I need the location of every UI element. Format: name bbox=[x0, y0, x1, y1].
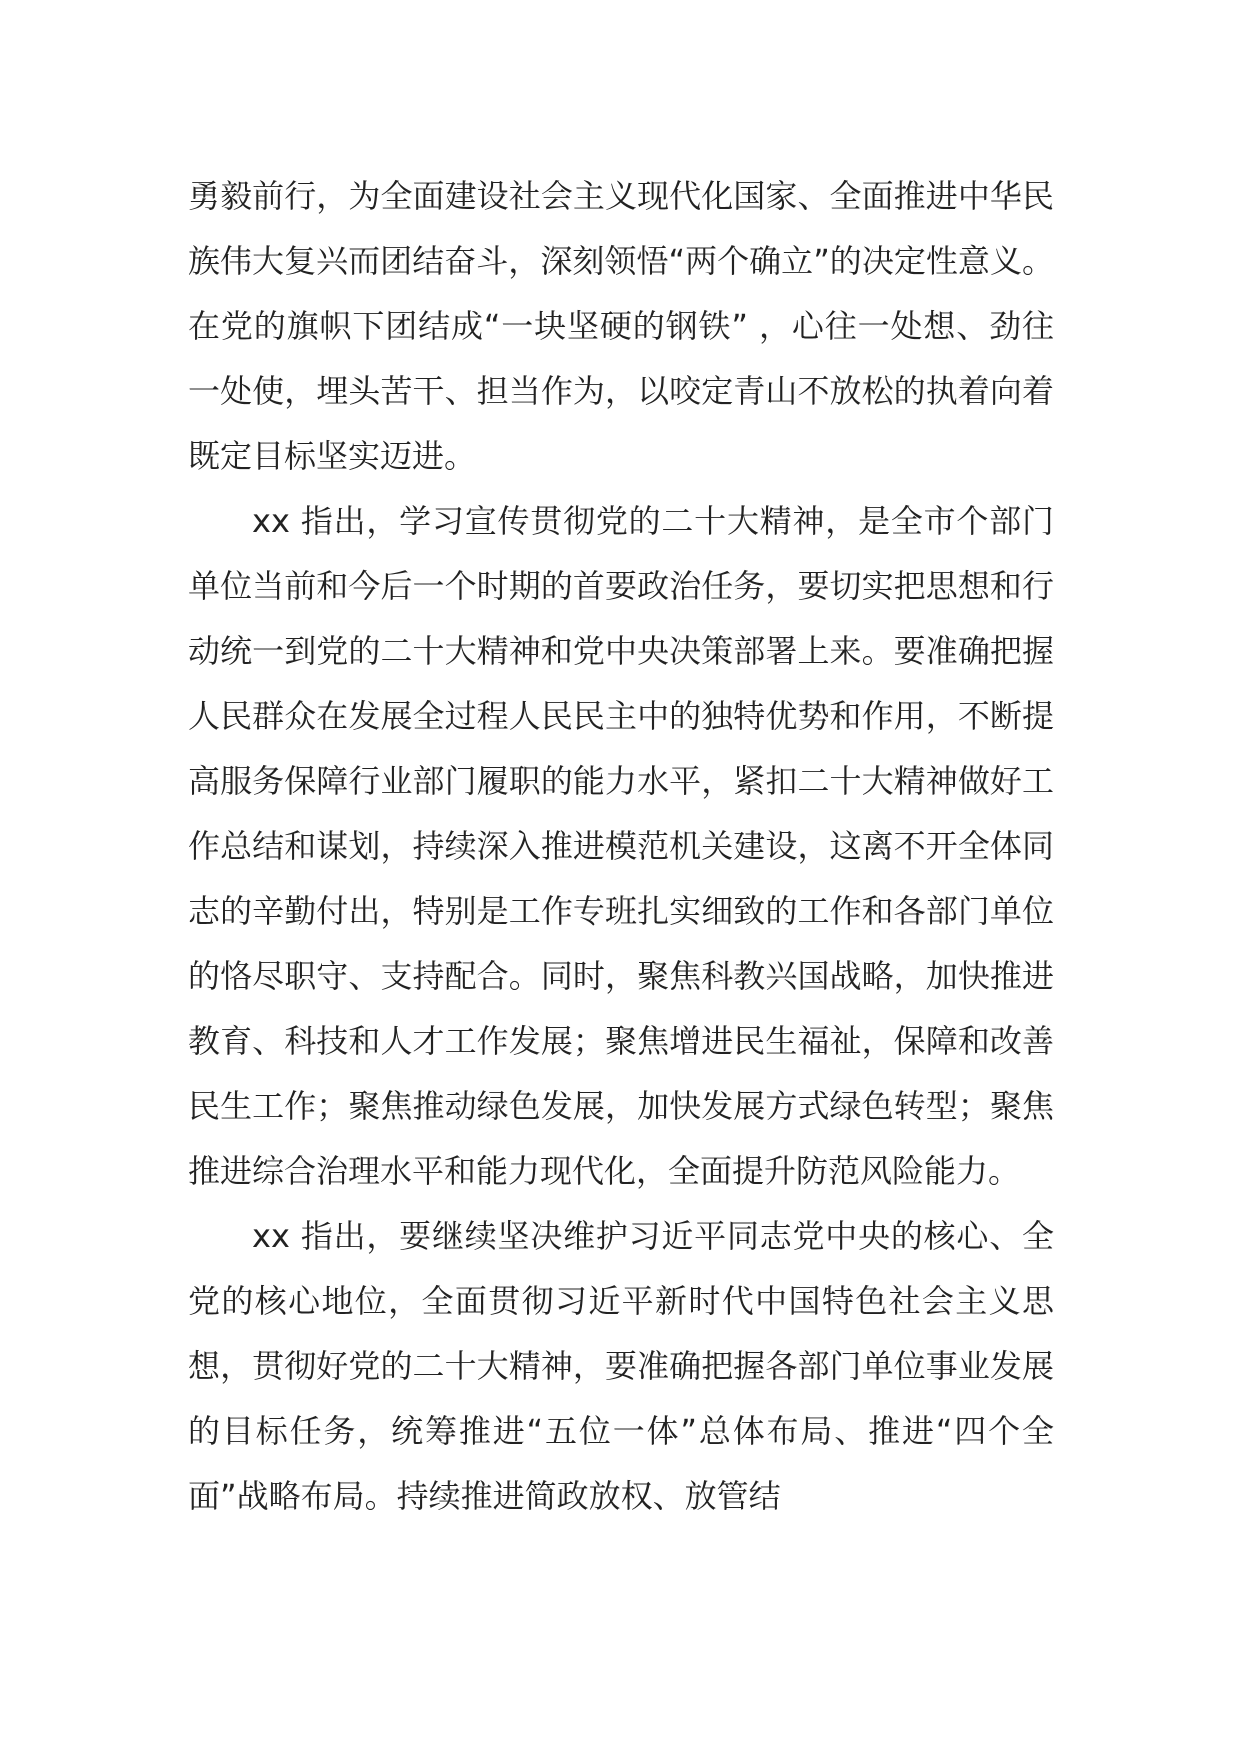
document-body bbox=[188, 164, 1054, 1529]
paragraph-uphold-core: xx 指出，要继续坚决维护习近平同志党中央的核心、全党的核心地位，全面贯彻习近平新时代中国特色社会主义思想，贯彻好党的二十大精神，要准确把握各部门单位事业发展的目标任务，统筹推进“五位一体”总体布局、推进“四个全面”战略布局。持续推进简政放权、放管结 bbox=[188, 1217, 1054, 1515]
paragraph-continuation: 勇毅前行，为全面建设社会主义现代化国家、全面推进中华民族伟大复兴而团结奋斗，深刻领悟“两个确立”的决定性意义。在党的旗帜下团结成“一块坚硬的钢铁” ，心往一处想、劲往一处使，埋头苦干、担当作为，以咬定青山不放松的执着向着既定目标坚实迈进。 bbox=[188, 177, 1054, 475]
paragraph-study-spirit: xx 指出，学习宣传贯彻党的二十大精神，是全市个部门单位当前和今后一个时期的首要政治任务，要切实把思想和行动统一到党的二十大精神和党中央决策部署上来。要准确把握人民群众在发展全过程人民民主中的独特优势和作用，不断提高服务保障行业部门履职的能力水平，紧扣二十大精神做好工作总结和谋划，持续深入推进模范机关建设，这离不开全体同志的辛勤付出，特别是工作专班扎实细致的工作和各部门单位的恪尽职守、支持配合。同时，聚焦科教兴国战略，加快推进教育、科技和人才工作发展；聚焦增进民生福祉，保障和改善民生工作；聚焦推动绿色发展，加快发展方式绿色转型；聚焦推进综合治理水平和能力现代化，全面提升防范风险能力。 bbox=[188, 502, 1054, 1190]
